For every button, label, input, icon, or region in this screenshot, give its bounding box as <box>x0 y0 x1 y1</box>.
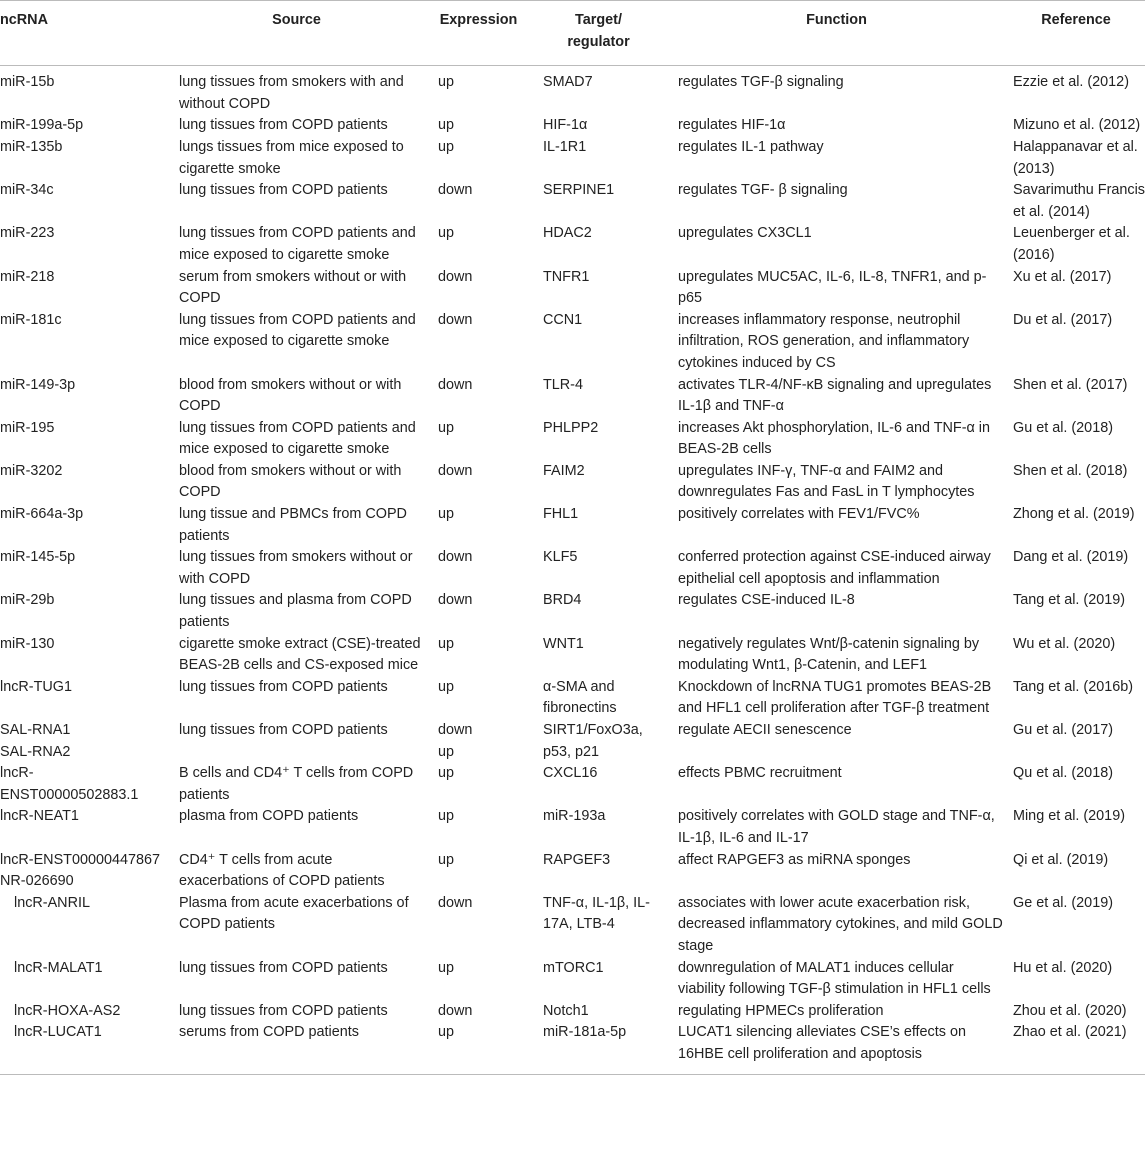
table-row <box>0 223 1145 266</box>
cell-ncrna <box>0 850 167 893</box>
cell-expression: up <box>426 1022 531 1074</box>
cell-target: FAIM2 <box>543 462 585 479</box>
cell-function: negatively regulates Wnt/β-catenin signaling by modulating Wnt1, β-Catenin, and LEF1 <box>678 635 980 674</box>
cell-function: positively correlates with FEV1/FVC% <box>678 506 920 523</box>
cell-ncrna: miR-145-5p <box>0 549 76 566</box>
cell-source: lung tissues from COPD patients <box>179 182 388 199</box>
cell-ncrna: miR-199a-5p <box>0 117 84 134</box>
table-row <box>0 461 1145 504</box>
cell-reference: Ezzie et al. (2012) <box>1013 74 1129 91</box>
cell-reference: Savarimuthu Francis et al. (2014) <box>1013 182 1145 220</box>
cell-reference: Zhong et al. (2019) <box>1013 506 1135 523</box>
table-row <box>0 66 1145 116</box>
cell-ncrna: miR-34c <box>0 182 54 199</box>
cell-target: SIRT1/FoxO3a, p53, p21 <box>543 722 643 760</box>
cell-source: serum from smokers without or with COPD <box>179 268 407 307</box>
cell-expression: up <box>438 635 455 652</box>
cell-ncrna: miR-223 <box>0 225 55 242</box>
cell-function: positively correlates with GOLD stage and TNF-α, IL-1β, IL-6 and IL-17 <box>678 808 995 846</box>
cell-expression-line2: up <box>438 743 455 760</box>
cell-ncrna: lncR-HOXA-AS2 <box>14 1002 121 1019</box>
cell-expression: down <box>438 311 473 328</box>
cell-expression: down <box>438 462 473 479</box>
cell-expression: down <box>438 592 473 609</box>
cell-ncrna: miR-218 <box>0 268 55 285</box>
cell-source: lung tissues from COPD patients <box>179 1002 388 1019</box>
cell-expression: down <box>438 268 473 285</box>
cell-source: lung tissues from smokers without or with COPD <box>179 549 413 587</box>
cell-target: TNFR1 <box>543 268 590 285</box>
cell-target: miR-181a-5p <box>531 1022 666 1074</box>
cell-reference: Wu et al. (2020) <box>1013 635 1116 652</box>
header-reference: Reference <box>1007 1 1145 66</box>
cell-source: lung tissues from COPD patients and mice exposed to cigarette smoke <box>179 225 416 263</box>
cell-reference: Shen et al. (2017) <box>1013 376 1128 393</box>
cell-function: upregulates MUC5AC, IL-6, IL-8, TNFR1, and p-p65 <box>678 268 987 307</box>
header-target <box>531 1 666 66</box>
cell-ncrna: lncR-MALAT1 <box>14 959 103 976</box>
cell-expression: up <box>438 225 455 242</box>
cell-function: Knockdown of lncRNA TUG1 promotes BEAS-2B and HFL1 cell proliferation after TGF-β treatment <box>678 678 992 717</box>
cell-reference: Zhao et al. (2021) <box>1007 1022 1145 1074</box>
cell-expression <box>426 720 531 763</box>
cell-source: B cells and CD4⁺ T cells from COPD patients <box>179 765 414 803</box>
cell-target: CXCL16 <box>543 765 598 782</box>
cell-target: HIF-1α <box>543 117 588 134</box>
table-row <box>0 267 1145 310</box>
cell-target: BRD4 <box>543 592 582 609</box>
cell-function: regulates IL-1 pathway <box>678 138 824 155</box>
cell-ncrna: miR-130 <box>0 635 55 652</box>
cell-source: lung tissues and plasma from COPD patients <box>179 592 412 631</box>
table-row <box>0 850 1145 893</box>
cell-source: lung tissues from COPD patients and mice exposed to cigarette smoke <box>179 419 416 458</box>
cell-source: lungs tissues from mice exposed to cigarette smoke <box>179 138 404 177</box>
cell-reference: Qi et al. (2019) <box>1013 851 1109 868</box>
cell-expression: up <box>438 117 455 134</box>
table-row <box>0 634 1145 677</box>
table-row <box>0 958 1145 1001</box>
cell-target: KLF5 <box>543 549 578 566</box>
cell-source: lung tissues from COPD patients <box>179 117 388 134</box>
cell-reference: Gu et al. (2018) <box>1013 419 1113 436</box>
cell-reference: Tang et al. (2019) <box>1013 592 1125 609</box>
cell-source: CD4⁺ T cells from acute exacerbations of COPD patients <box>179 851 385 890</box>
table-row <box>0 418 1145 461</box>
cell-function: upregulates INF-γ, TNF-α and FAIM2 and downregulates Fas and FasL in T lymphocytes <box>678 462 975 501</box>
cell-target: miR-193a <box>543 808 606 825</box>
cell-expression: down <box>438 549 473 566</box>
cell-function: effects PBMC recruitment <box>678 765 842 782</box>
cell-reference: Leuenberger et al. (2016) <box>1013 225 1130 263</box>
cell-source: lung tissues from COPD patients and mice exposed to cigarette smoke <box>179 311 416 350</box>
cell-expression: down <box>438 1002 473 1019</box>
cell-expression: up <box>438 138 455 155</box>
cell-ncrna-line2: NR-026690 <box>0 873 74 890</box>
table-row <box>0 677 1145 720</box>
cell-expression: up <box>438 765 455 782</box>
cell-ncrna: miR-29b <box>0 592 55 609</box>
cell-ncrna: lncR-LUCAT1 <box>0 1022 167 1074</box>
cell-ncrna-line1: SAL-RNA1 <box>0 722 71 738</box>
cell-ncrna: miR-149-3p <box>0 376 76 393</box>
cell-ncrna: miR-195 <box>0 419 55 436</box>
cell-source: cigarette smoke extract (CSE)-treated BEAS-2B cells and CS-exposed mice <box>179 635 421 674</box>
cell-target: IL-1R1 <box>543 138 587 155</box>
cell-target: SMAD7 <box>543 74 593 91</box>
cell-reference: Xu et al. (2017) <box>1013 268 1112 285</box>
cell-ncrna: miR-15b <box>0 74 55 91</box>
header-source: Source <box>167 1 426 66</box>
table-row <box>0 375 1145 418</box>
cell-target: FHL1 <box>543 506 579 523</box>
cell-source: serums from COPD patients <box>167 1022 426 1074</box>
cell-expression: down <box>438 376 473 393</box>
header-ncrna: ncRNA <box>0 1 167 66</box>
cell-target: SERPINE1 <box>543 182 615 199</box>
table-row <box>0 547 1145 590</box>
cell-source: lung tissues from COPD patients <box>179 959 388 976</box>
cell-function: LUCAT1 silencing alleviates CSE’s effects on 16HBE cell proliferation and apoptosis <box>666 1022 1007 1074</box>
cell-source: Plasma from acute exacerbations of COPD patients <box>179 894 409 933</box>
cell-source: blood from smokers without or with COPD <box>179 376 402 415</box>
cell-expression: up <box>438 678 455 695</box>
table-body <box>0 66 1145 1074</box>
cell-target: mTORC1 <box>543 959 604 976</box>
cell-reference: Qu et al. (2018) <box>1013 765 1113 782</box>
cell-ncrna: miR-181c <box>0 311 62 328</box>
cell-reference: Gu et al. (2017) <box>1013 722 1113 738</box>
cell-reference: Dang et al. (2019) <box>1013 549 1129 566</box>
cell-target: α-SMA and fibronectins <box>543 678 617 717</box>
cell-function: affect RAPGEF3 as miRNA sponges <box>678 851 911 868</box>
cell-expression: up <box>438 506 455 523</box>
cell-expression: up <box>438 959 455 976</box>
cell-ncrna <box>0 720 167 763</box>
cell-source: lung tissues from COPD patients <box>179 722 388 738</box>
cell-target: TLR-4 <box>543 376 583 393</box>
header-row <box>0 1 1145 66</box>
table-row <box>0 504 1145 547</box>
cell-source: lung tissues from COPD patients <box>179 678 388 695</box>
cell-ncrna: miR-664a-3p <box>0 506 84 523</box>
cell-source: lung tissue and PBMCs from COPD patients <box>179 506 407 544</box>
cell-reference: Mizuno et al. (2012) <box>1013 117 1141 134</box>
cell-source: blood from smokers without or with COPD <box>179 462 402 501</box>
cell-function: regulates TGF-β signaling <box>678 74 844 91</box>
cell-ncrna: miR-3202 <box>0 462 63 479</box>
cell-reference: Halappanavar et al. (2013) <box>1013 138 1138 177</box>
cell-expression: up <box>438 808 455 825</box>
cell-ncrna: lncR-TUG1 <box>0 678 72 695</box>
cell-function: activates TLR-4/NF-κB signaling and upregulates IL-1β and TNF-α <box>678 376 992 415</box>
cell-function: regulating HPMECs proliferation <box>678 1002 884 1019</box>
header-function: Function <box>666 1 1007 66</box>
cell-ncrna: lncR-ENST00000502883.1 <box>0 765 139 803</box>
cell-function: regulates TGF- β signaling <box>678 182 848 199</box>
table-row <box>0 310 1145 375</box>
cell-ncrna: miR-135b <box>0 138 63 155</box>
cell-function: conferred protection against CSE-induced airway epithelial cell apoptosis and inflammation <box>678 549 991 587</box>
cell-function: upregulates CX3CL1 <box>678 225 812 242</box>
cell-expression: up <box>438 419 455 436</box>
cell-ncrna: lncR-NEAT1 <box>0 808 79 825</box>
cell-function: associates with lower acute exacerbation risk, decreased inflammatory cytokines, and mild GOLD stage <box>678 894 1003 954</box>
cell-reference: Zhou et al. (2020) <box>1013 1002 1127 1019</box>
cell-ncrna-line1: lncR-ENST00000447867 <box>0 851 160 868</box>
cell-expression: up <box>438 74 455 91</box>
header-expression: Expression <box>426 1 531 66</box>
cell-target: CCN1 <box>543 311 583 328</box>
header-target-line1: Target/ <box>575 12 622 28</box>
cell-reference: Ming et al. (2019) <box>1013 808 1125 825</box>
cell-function: increases Akt phosphorylation, IL-6 and TNF-α in BEAS-2B cells <box>678 419 991 458</box>
cell-function: regulates HIF-1α <box>678 117 786 134</box>
cell-function: regulates CSE-induced IL-8 <box>678 592 855 609</box>
table-row <box>0 180 1145 223</box>
cell-target: HDAC2 <box>543 225 592 242</box>
cell-ncrna-line2: SAL-RNA2 <box>0 743 71 760</box>
cell-target: TNF-α, IL-1β, IL-17A, LTB-4 <box>543 894 650 933</box>
cell-target: Notch1 <box>543 1002 589 1019</box>
table-row <box>0 1022 1145 1074</box>
cell-expression: down <box>438 894 473 911</box>
cell-source: plasma from COPD patients <box>179 808 359 825</box>
header-target-line2: regulator <box>567 33 630 50</box>
cell-reference: Tang et al. (2016b) <box>1013 678 1134 695</box>
table-row <box>0 893 1145 958</box>
cell-reference: Du et al. (2017) <box>1013 311 1113 328</box>
cell-source: lung tissues from smokers with and without COPD <box>179 74 404 112</box>
table-row <box>0 720 1145 763</box>
table-header <box>0 1 1145 66</box>
cell-function: downregulation of MALAT1 induces cellular viability following TGF-β stimulation in HFL1 cells <box>678 959 991 998</box>
cell-expression: down <box>438 182 473 199</box>
cell-reference: Ge et al. (2019) <box>1013 894 1113 911</box>
table-row <box>0 1001 1145 1023</box>
table-row <box>0 763 1145 806</box>
cell-function: increases inflammatory response, neutrophil infiltration, ROS generation, and inflammatory cytokines induced by CS <box>678 311 970 371</box>
table-row <box>0 590 1145 633</box>
cell-expression: up <box>438 851 455 868</box>
table-row <box>0 115 1145 137</box>
table-row <box>0 806 1145 849</box>
cell-ncrna: lncR-ANRIL <box>14 894 90 911</box>
cell-reference: Shen et al. (2018) <box>1013 462 1128 479</box>
table-row <box>0 137 1145 180</box>
cell-expression-line1: down <box>438 722 473 738</box>
cell-function: regulate AECII senescence <box>678 722 852 738</box>
cell-target: PHLPP2 <box>543 419 599 436</box>
cell-reference: Hu et al. (2020) <box>1013 959 1113 976</box>
cell-target: WNT1 <box>543 635 584 652</box>
cell-target: RAPGEF3 <box>543 851 611 868</box>
